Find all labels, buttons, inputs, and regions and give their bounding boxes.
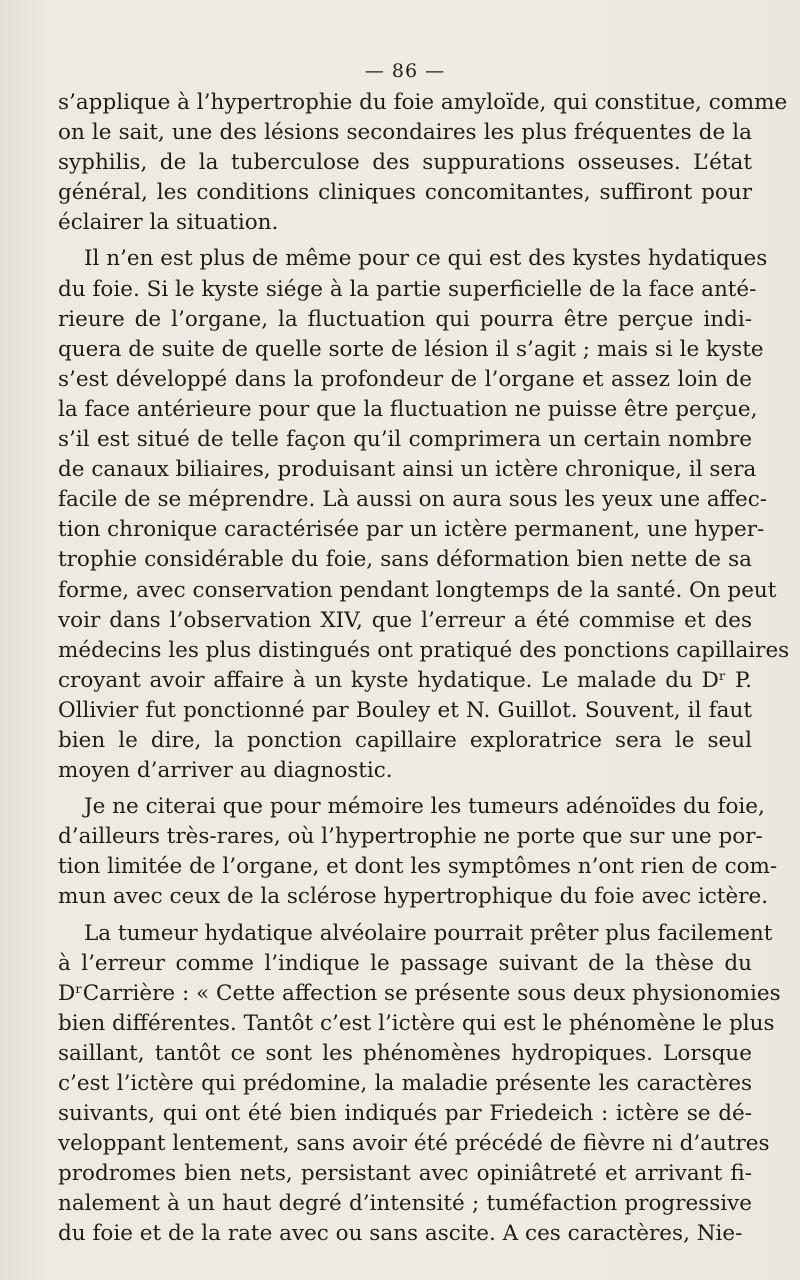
text-line: tion chronique caractérisée par un ictère permanent, une hyper-: [58, 517, 765, 543]
text-line: général, les conditions cliniques concomitantes, suffiront pour: [58, 180, 752, 206]
text-line: mun avec ceux de la sclérose hypertrophique du foie avec ictère.: [58, 884, 769, 910]
text-line: s’applique à l’hypertrophie du foie amyloïde, qui constitue, comme: [58, 90, 788, 115]
text-line: s’il est situé de telle façon qu’il comprimera un certain nombre: [58, 427, 752, 453]
text-line: prodromes bien nets, persistant avec opiniâtreté et arrivant fi-: [58, 1161, 752, 1187]
text-line: on le sait, une des lésions secondaires les plus fréquentes de la: [58, 120, 752, 146]
text-line: quera de suite de quelle sorte de lésion il s’agit ; mais si le kyste: [58, 336, 764, 362]
text-line: s’est développé dans la profondeur de l’organe et assez loin de: [58, 366, 752, 392]
text-line: voir dans l’observation XIV, que l’erreur a été commise et des: [58, 607, 752, 633]
text-line: Je ne citerai que pour mémoire les tumeurs adénoïdes du foie,: [84, 794, 765, 820]
text-line: à l’erreur comme l’indique le passage suivant de la thèse du: [58, 950, 752, 976]
paragraph: [58, 88, 788, 238]
text-line: du foie. Si le kyste siége à la partie superficielle de la face anté-: [58, 276, 757, 302]
text-line: c’est l’ictère qui prédomine, la maladie présente les caractères: [58, 1071, 752, 1096]
text-line: du foie et de la rate avec ou sans ascite. A ces caractères, Nie-: [58, 1221, 743, 1247]
paragraph: [58, 919, 781, 1250]
text-line: facile de se méprendre. Là aussi on aura sous les yeux une affec-: [58, 487, 767, 513]
text-line: veloppant lentement, sans avoir été précédé de fièvre ni d’autres: [58, 1131, 770, 1157]
text-line: croyant avoir affaire à un kyste hydatique. Le malade du Dʳ P.: [58, 667, 752, 693]
text-line: tion limitée de l’organe, et dont les symptômes n’ont rien de com-: [58, 854, 778, 880]
text-line: forme, avec conservation pendant longtemps de la santé. On peut: [58, 577, 777, 603]
text-line: d’ailleurs très-rares, où l’hypertrophie ne porte que sur une por-: [58, 824, 763, 850]
text-line: La tumeur hydatique alvéolaire pourrait prêter plus facilement: [84, 920, 773, 946]
text-line: de canaux biliaires, produisant ainsi un ictère chronique, il sera: [58, 457, 757, 483]
text-line: rieure de l’organe, la fluctuation qui pourra être perçue indi-: [58, 306, 752, 332]
page-number: — 86 —: [364, 60, 446, 82]
text-line: la face antérieure pour que la fluctuation ne puisse être perçue,: [58, 396, 758, 422]
text-line: nalement à un haut degré d’intensité ; tuméfaction progressive: [58, 1191, 752, 1217]
paragraph: [58, 244, 790, 786]
text-line: Il n’en est plus de même pour ce qui est des kystes hydatiques: [84, 246, 768, 272]
text-line: DʳCarrière : « Cette affection se présente sous deux physionomies: [58, 980, 781, 1006]
text-line: Ollivier fut ponctionné par Bouley et N. Guillot. Souvent, il faut: [58, 697, 752, 723]
text-line: moyen d’arriver au diagnostic.: [58, 758, 393, 784]
text-line: suivants, qui ont été bien indiqués par Friedeich : ictère se dé-: [58, 1101, 752, 1127]
text-line: saillant, tantôt ce sont les phénomènes hydropiques. Lorsque: [58, 1040, 752, 1066]
text-line: bien le dire, la ponction capillaire exploratrice sera le seul: [58, 727, 752, 753]
text-line: médecins les plus distingués ont pratiqué des ponctions capillaires: [58, 637, 790, 663]
text-line: bien différentes. Tantôt c’est l’ictère qui est le phénomène le plus: [58, 1010, 775, 1036]
paragraph: [58, 792, 778, 912]
text-line: syphilis, de la tuberculose des suppurations osseuses. L’état: [58, 150, 752, 176]
body-text: [58, 88, 790, 1250]
text-line: éclairer la situation.: [58, 210, 279, 236]
text-line: trophie considérable du foie, sans déformation bien nette de sa: [58, 547, 752, 573]
